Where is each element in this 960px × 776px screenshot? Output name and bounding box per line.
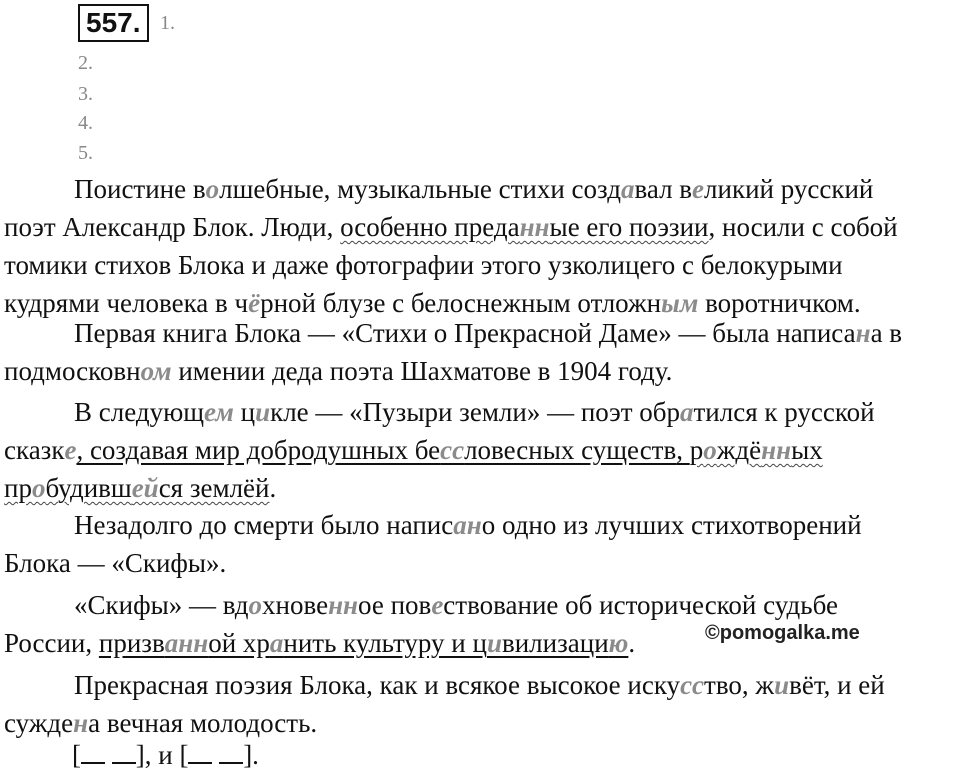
highlighted-letter: ым: [661, 288, 699, 318]
highlighted-letter: и: [774, 670, 790, 700]
highlighted-letter: е: [692, 174, 705, 204]
text-line: [4, 352, 960, 390]
paragraph-2: [4, 314, 960, 390]
highlighted-letter: а: [620, 174, 635, 204]
text-run: .: [628, 628, 636, 658]
list-number-3: 3.: [78, 83, 93, 105]
text-run: томики стихов Блока и даже фотографии этого узколицего с белокурыми: [4, 250, 843, 280]
underlined-text: нить культуру и ц: [283, 628, 487, 658]
scheme-blank: [219, 744, 243, 764]
scheme-bracket: ].: [243, 740, 259, 770]
text-line: [4, 544, 960, 582]
text-run: сужде: [4, 708, 74, 738]
text-line: [4, 314, 960, 352]
underlined-text: ,: [676, 435, 690, 465]
sentence-scheme: [72, 740, 259, 771]
text-run: ствование об исторической судьбе: [443, 590, 838, 620]
highlighted-letter: о: [248, 590, 263, 620]
scheme-blank: [81, 744, 105, 764]
text-run: Незадолго до смерти было напис: [74, 510, 454, 540]
scheme-bracket: [: [72, 740, 81, 770]
paragraph-6: [4, 666, 960, 742]
highlighted-letter: и: [486, 628, 502, 658]
underlined-text: ые его поэзии: [549, 212, 709, 242]
text-run: вал в: [634, 174, 693, 204]
scheme-bracket: ], и [: [135, 740, 189, 770]
underlined-text: особенно преда: [340, 212, 520, 242]
highlighted-letter: сс: [440, 435, 465, 465]
text-run: .: [269, 473, 277, 503]
scheme-blank: [188, 744, 212, 764]
underlined-text: ждё: [716, 435, 762, 465]
text-run: вёт, и ей: [789, 670, 885, 700]
highlighted-letter: сс: [680, 670, 705, 700]
scheme-blank: [112, 744, 136, 764]
underlined-text: ых: [791, 435, 823, 465]
underlined-text: будивш: [45, 473, 132, 503]
text-run: тво, ж: [704, 670, 775, 700]
underlined-text: создавая мир добродушных бе: [89, 435, 441, 465]
text-run: о одно из лучших стихотворений: [481, 510, 862, 540]
text-run: рной блузе с белоснежным отложн: [260, 288, 662, 318]
highlighted-letter: н: [855, 318, 871, 348]
text-run: , носили с собой: [708, 212, 898, 242]
text-run: «Скифы» — вд: [74, 590, 249, 620]
list-number-4: 4.: [78, 112, 93, 134]
underlined-text: ловесных существ: [464, 435, 677, 465]
text-run: а в: [870, 318, 903, 348]
underlined-text: призв: [98, 628, 165, 658]
text-line: [4, 704, 960, 742]
highlighted-letter: нн: [328, 590, 359, 620]
highlighted-letter: о: [31, 473, 46, 503]
list-number-2: 2.: [78, 52, 93, 74]
highlighted-letter: о: [205, 174, 220, 204]
underlined-text: р: [689, 435, 704, 465]
text-line: [4, 586, 960, 624]
text-run: России,: [4, 628, 99, 658]
highlighted-letter: е: [431, 590, 444, 620]
underlined-text: ой хр: [208, 628, 270, 658]
highlighted-letter: н: [73, 708, 89, 738]
paragraph-3: [4, 393, 960, 507]
text-run: тился к русской: [693, 397, 875, 427]
list-number-1: 1.: [160, 12, 175, 34]
text-line: [4, 208, 960, 246]
text-run: ц: [233, 397, 256, 427]
highlighted-letter: нн: [519, 212, 550, 242]
paragraph-1: [4, 170, 960, 322]
text-line: [4, 666, 960, 704]
text-run: лшебные, музыкальные стихи созд: [219, 174, 621, 204]
highlighted-letter: о: [703, 435, 717, 465]
text-run: ое пов: [358, 590, 432, 620]
text-run: Первая книга Блока — «Стихи о Прекрасной Даме» — была написа: [74, 318, 856, 348]
text-run: имении деда поэта Шахматове в 1904 году.: [171, 356, 673, 386]
text-run: кудрями человека в ч: [4, 288, 249, 318]
text-line: [4, 170, 960, 208]
text-run: В следующ: [74, 397, 205, 427]
text-run: подмосковн: [4, 356, 141, 386]
list-number-5: 5.: [78, 142, 93, 164]
paragraph-4: [4, 506, 960, 582]
text-run: кле — «Пузыри земли» — поэт обр: [270, 397, 680, 427]
highlighted-letter: и: [255, 397, 271, 427]
text-run: Прекрасная поэзия Блока, как и всякое высокое иску: [74, 670, 681, 700]
text-run: Поистине в: [74, 174, 206, 204]
exercise-number: 557.: [78, 4, 149, 42]
highlighted-letter: е: [64, 435, 77, 465]
highlighted-letter: нн: [761, 435, 792, 465]
text-run: а вечная молодость.: [88, 708, 318, 738]
highlighted-letter: а: [680, 397, 694, 427]
underlined-text: вилизаци: [501, 628, 609, 658]
text-line: [4, 393, 960, 431]
highlighted-letter: ом: [140, 356, 172, 386]
highlighted-letter: ей: [131, 473, 159, 503]
text-line: [4, 469, 960, 507]
text-run: воротничком.: [698, 288, 861, 318]
text-line: [4, 506, 960, 544]
underlined-text: пр: [4, 473, 32, 503]
highlighted-letter: ё: [248, 288, 261, 318]
text-run: сказк: [4, 435, 65, 465]
text-line: [4, 431, 960, 469]
highlighted-letter: а: [269, 628, 284, 658]
text-run: Блока — «Скифы».: [4, 548, 227, 578]
watermark: ©pomogalka.me: [705, 622, 860, 644]
highlighted-letter: анн: [164, 628, 209, 658]
underlined-text: ся землёй: [158, 473, 270, 503]
highlighted-letter: ем: [204, 397, 234, 427]
text-run: поэт Александр Блок. Люди,: [4, 212, 341, 242]
text-run: ликий русский: [704, 174, 874, 204]
text-run: хнове: [262, 590, 329, 620]
text-line: [4, 246, 960, 284]
underlined-text: ,: [76, 435, 90, 465]
highlighted-letter: ю: [608, 628, 629, 658]
highlighted-letter: ан: [453, 510, 482, 540]
